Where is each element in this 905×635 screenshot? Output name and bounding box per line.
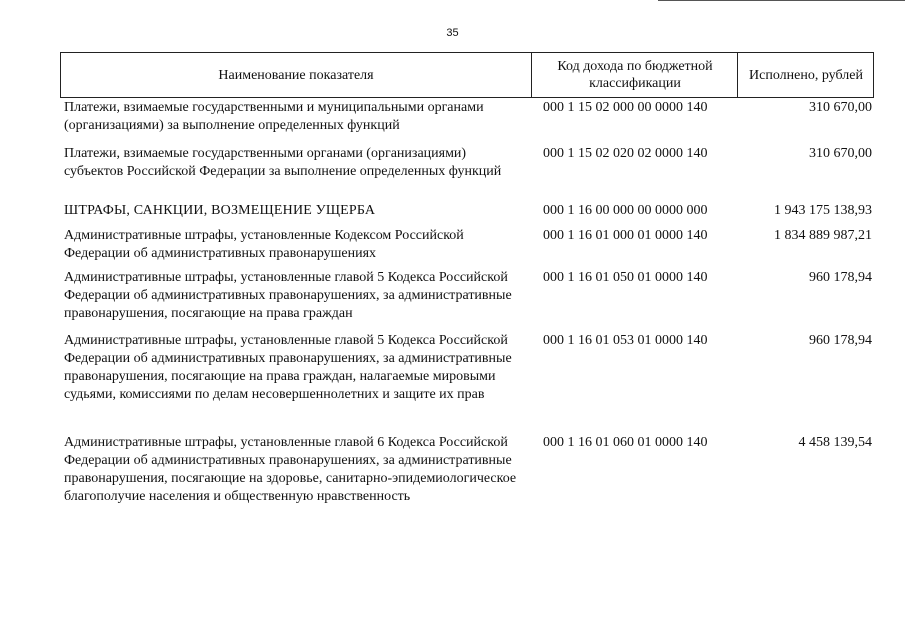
- row-code: 000 1 15 02 020 02 0000 140: [543, 146, 708, 161]
- row-amount: 1 834 889 987,21: [774, 228, 872, 243]
- top-edge-line: [658, 0, 905, 1]
- row-name: Платежи, взимаемые государственными и муниципальными органами (организациями) за выполнение определенных функций: [64, 100, 484, 133]
- row-name: Платежи, взимаемые государственными органами (организациями) субъектов Российской Федерации за выполнение определенных функций: [64, 146, 502, 179]
- row-amount: 310 670,00: [809, 146, 872, 161]
- row-name: Административные штрафы, установленные главой 5 Кодекса Российской Федерации об административных правонарушениях, за административные правонарушения, посягающие на права граждан, налагаемые мировыми судьями, комиссиями по делам несовершеннолетних и защите их прав: [64, 333, 512, 402]
- header-code-cell: [531, 53, 738, 97]
- row-code: 000 1 16 01 060 01 0000 140: [543, 435, 708, 450]
- row-code: 000 1 16 01 000 01 0000 140: [543, 228, 708, 243]
- row-amount: 960 178,94: [809, 333, 872, 348]
- row-name: Административные штрафы, установленные главой 6 Кодекса Российской Федерации об административных правонарушениях, за административные правонарушения, посягающие на здоровье, санитарно-эпидемиологическое благополучие населения и общественную нравственность: [64, 435, 517, 504]
- row-code: 000 1 15 02 000 00 0000 140: [543, 100, 708, 115]
- row-amount: 310 670,00: [809, 100, 872, 115]
- row-code: 000 1 16 01 050 01 0000 140: [543, 270, 708, 285]
- row-code: 000 1 16 00 000 00 0000 000: [543, 203, 708, 218]
- row-name: Административные штрафы, установленные Кодексом Российской Федерации об административных правонарушениях: [64, 228, 464, 261]
- header-name-cell: [61, 53, 531, 97]
- page-number: 35: [446, 27, 459, 39]
- row-amount: 4 458 139,54: [798, 435, 872, 450]
- header-amount-label: Исполнено, рублей: [749, 67, 863, 83]
- header-code-label: Код дохода по бюджетной классификации: [557, 59, 713, 91]
- row-code: 000 1 16 01 053 01 0000 140: [543, 333, 708, 348]
- row-amount: 960 178,94: [809, 270, 872, 285]
- table-header: [60, 52, 874, 98]
- header-amount-cell: [737, 53, 874, 97]
- row-name: Административные штрафы, установленные главой 5 Кодекса Российской Федерации об административных правонарушениях, за административные правонарушения, посягающие на права граждан: [64, 270, 512, 321]
- row-name: ШТРАФЫ, САНКЦИИ, ВОЗМЕЩЕНИЕ УЩЕРБА: [64, 203, 376, 218]
- header-name-label: Наименование показателя: [218, 67, 374, 83]
- row-amount: 1 943 175 138,93: [774, 203, 872, 218]
